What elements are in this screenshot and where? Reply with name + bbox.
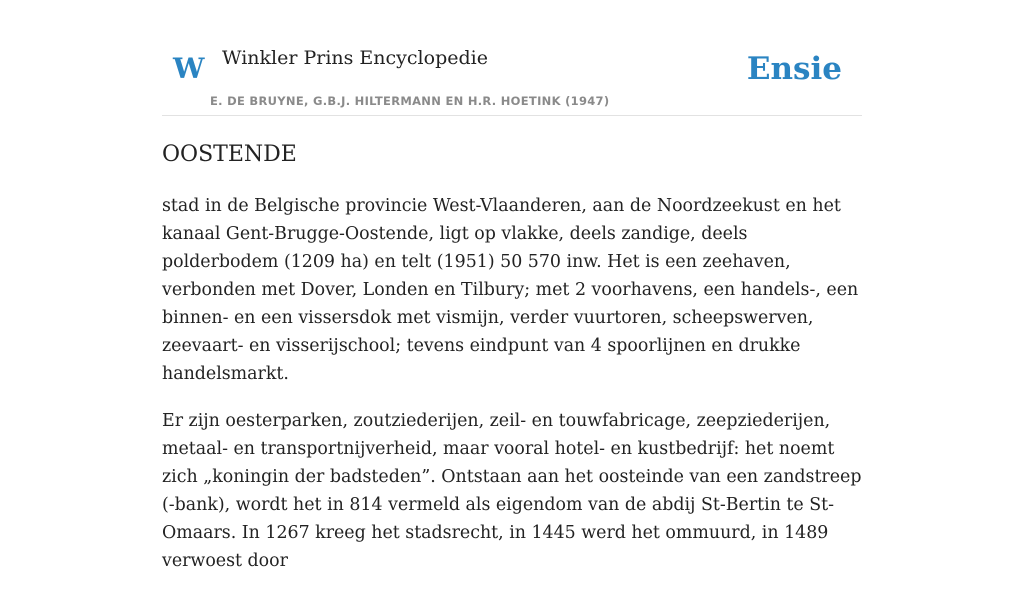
- entry-title: OOSTENDE: [162, 142, 297, 167]
- entry-paragraph: Er zijn oesterparken, zoutziederijen, zeil- en touwfabricage, zeepziederijen, metaal- en transportnijverheid, maar vooral hotel- en kustbedrijf: het noemt zich „koningin der badsteden”. Ontstaan aan het oosteinde van een zandstreep (-bank), wordt het in 814 vermeld als eigendom van de abdij St-Bertin te St-Omaars. In 1267 kreeg het stadsrecht, in 1445 werd het ommuurd, in 1489 verwoest door: [162, 411, 862, 571]
- winkler-prins-logo[interactable]: W: [173, 52, 205, 85]
- site-header: [162, 30, 862, 116]
- entry-paragraph: stad in de Belgische provincie West-Vlaanderen, aan de Noordzeekust en het kanaal Gent-Brugge-Oostende, ligt op vlakke, deels zandige, deels polderbodem (1209 ha) en telt (1951) 50 570 inw. Het is een zeehaven, verbonden met Dover, Londen en Tilbury; met 2 voorhavens, een handels-, een binnen- en een vissersdok met vismijn, verder vuurtoren, scheepswerven, zeevaart- en visserijschool; tevens eindpunt van 4 spoorlijnen en drukke handelsmarkt.: [162, 196, 859, 384]
- entry-body: [162, 192, 867, 594]
- publication-title[interactable]: Winkler Prins Encyclopedie: [222, 47, 488, 69]
- publication-authors: E. DE BRUYNE, G.B.J. HILTERMANN EN H.R. HOETINK (1947): [210, 94, 610, 108]
- ensie-logo[interactable]: Ensie: [746, 51, 842, 87]
